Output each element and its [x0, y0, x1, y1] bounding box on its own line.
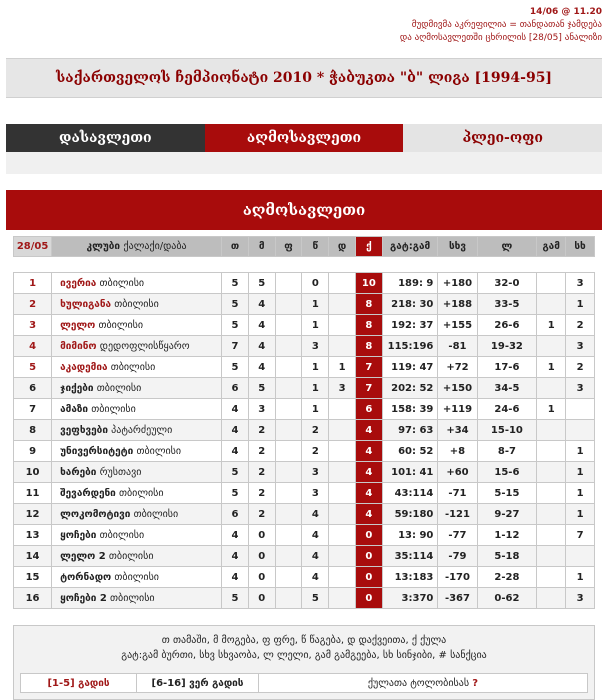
club-cell [52, 273, 222, 294]
played-cell: 4 [222, 441, 249, 462]
header-goals: გატ:გამ [382, 237, 438, 257]
goal-diff-cell: +119 [438, 399, 477, 420]
position-cell: 8 [14, 420, 52, 441]
goals-cell: 59:180 [382, 504, 438, 525]
disq-cell [329, 294, 356, 315]
won-cell: 4 [248, 357, 275, 378]
won-cell: 2 [248, 441, 275, 462]
club-name[interactable]: ვეფხვები [60, 424, 108, 436]
question-icon[interactable]: ? [472, 677, 479, 689]
goals-cell: 115:196 [382, 336, 438, 357]
record-cell: 5-18 [477, 546, 537, 567]
position-cell: 15 [14, 567, 52, 588]
played-cell: 6 [222, 504, 249, 525]
position-cell: 7 [14, 399, 52, 420]
position-cell: 6 [14, 378, 52, 399]
points-cell: 6 [355, 399, 382, 420]
championship-title: საქართველოს ჩემპიონატი 2010 * ჭაბუკთა "ბ" ლიგა [1994-95] [55, 70, 553, 86]
position-cell: 10 [14, 462, 52, 483]
disq-cell: 3 [329, 378, 356, 399]
goal-diff-cell: +72 [438, 357, 477, 378]
adv-cell: 1 [537, 315, 566, 336]
club-cell [52, 441, 222, 462]
extra-cell: 1 [566, 462, 595, 483]
won-cell: 4 [248, 294, 275, 315]
draw-cell [275, 294, 302, 315]
goal-diff-cell: -77 [438, 525, 477, 546]
table-spacer-row [14, 257, 595, 273]
table-row [14, 462, 595, 483]
played-cell: 7 [222, 336, 249, 357]
club-cell [52, 588, 222, 609]
won-cell: 0 [248, 546, 275, 567]
adv-cell [537, 504, 566, 525]
draw-cell [275, 273, 302, 294]
adv-cell: 1 [537, 357, 566, 378]
goal-diff-cell: +180 [438, 273, 477, 294]
disq-cell [329, 504, 356, 525]
table-row [14, 567, 595, 588]
position-cell: 12 [14, 504, 52, 525]
disq-cell [329, 546, 356, 567]
position-cell: 9 [14, 441, 52, 462]
draw-cell [275, 420, 302, 441]
position-cell: 5 [14, 357, 52, 378]
record-cell: 2-28 [477, 567, 537, 588]
club-name[interactable]: უნივერსიტეტი [60, 445, 134, 457]
goal-diff-cell: +34 [438, 420, 477, 441]
draw-cell [275, 357, 302, 378]
legend-bar [20, 673, 588, 693]
won-cell: 0 [248, 525, 275, 546]
points-cell: 4 [355, 504, 382, 525]
table-row [14, 588, 595, 609]
won-cell: 2 [248, 483, 275, 504]
extra-cell: 7 [566, 525, 595, 546]
adv-cell [537, 336, 566, 357]
club-name[interactable]: შევარდენი [60, 487, 116, 499]
extra-cell: 3 [566, 336, 595, 357]
club-cell [52, 294, 222, 315]
won-cell: 5 [248, 378, 275, 399]
goals-cell: 189: 9 [382, 273, 438, 294]
header-city-label: ქალაქი/დაბა [123, 241, 187, 252]
draw-cell [275, 315, 302, 336]
table-row [14, 504, 595, 525]
club-cell [52, 336, 222, 357]
disq-cell [329, 420, 356, 441]
goal-diff-cell: +8 [438, 441, 477, 462]
goals-cell: 97: 63 [382, 420, 438, 441]
club-cell [52, 315, 222, 336]
extra-cell [566, 546, 595, 567]
record-cell: 8-7 [477, 441, 537, 462]
club-city: თბილისი [136, 445, 182, 457]
goals-cell: 13: 90 [382, 525, 438, 546]
adv-cell [537, 273, 566, 294]
update-info [400, 6, 602, 45]
goal-diff-cell: -81 [438, 336, 477, 357]
club-name[interactable]: ტორნადო [60, 571, 112, 583]
played-cell: 4 [222, 399, 249, 420]
goals-cell: 101: 41 [382, 462, 438, 483]
table-row [14, 378, 595, 399]
disq-cell [329, 399, 356, 420]
draw-cell [275, 399, 302, 420]
table-row [14, 315, 595, 336]
lost-cell: 5 [302, 588, 329, 609]
record-cell: 15-6 [477, 462, 537, 483]
points-cell: 8 [355, 315, 382, 336]
played-cell: 6 [222, 378, 249, 399]
won-cell: 0 [248, 567, 275, 588]
goal-diff-cell: -79 [438, 546, 477, 567]
points-cell: 8 [355, 294, 382, 315]
header-disq: დ [329, 237, 356, 257]
table-row [14, 525, 595, 546]
adv-cell [537, 546, 566, 567]
disq-cell [329, 567, 356, 588]
lost-cell: 3 [302, 336, 329, 357]
table-row [14, 441, 595, 462]
played-cell: 5 [222, 315, 249, 336]
adv-cell [537, 525, 566, 546]
lost-cell: 1 [302, 315, 329, 336]
lost-cell: 1 [302, 294, 329, 315]
legend-tiebreak[interactable] [259, 674, 587, 692]
table-row [14, 483, 595, 504]
header-date: 28/05 [14, 237, 52, 257]
club-name[interactable]: ამაზი [60, 403, 89, 415]
club-cell [52, 546, 222, 567]
points-cell: 0 [355, 567, 382, 588]
club-cell [52, 483, 222, 504]
lost-cell: 4 [302, 525, 329, 546]
goals-cell: 119: 47 [382, 357, 438, 378]
played-cell: 5 [222, 273, 249, 294]
club-name[interactable]: ხულიგანა [60, 298, 112, 310]
played-cell: 5 [222, 483, 249, 504]
update-timestamp: 14/06 @ 11.20 [529, 7, 602, 17]
tabs-subbar [6, 152, 602, 174]
record-cell: 24-6 [477, 399, 537, 420]
won-cell: 4 [248, 315, 275, 336]
extra-cell: 1 [566, 294, 595, 315]
extra-cell: 1 [566, 567, 595, 588]
table-row [14, 357, 595, 378]
won-cell: 2 [248, 504, 275, 525]
adv-cell [537, 462, 566, 483]
record-cell: 26-6 [477, 315, 537, 336]
adv-cell [537, 441, 566, 462]
adv-cell [537, 420, 566, 441]
club-cell [52, 420, 222, 441]
club-city: თბილისი [108, 550, 154, 562]
club-name[interactable]: ლოკომოტივი [60, 508, 131, 520]
won-cell: 3 [248, 399, 275, 420]
club-cell [52, 378, 222, 399]
record-cell: 15-10 [477, 420, 537, 441]
goals-cell: 202: 52 [382, 378, 438, 399]
record-cell: 34-5 [477, 378, 537, 399]
club-city: თბილისი [114, 571, 159, 583]
club-name[interactable]: ლელო [60, 319, 96, 331]
goals-cell: 218: 30 [382, 294, 438, 315]
goals-cell: 13:183 [382, 567, 438, 588]
club-cell [52, 399, 222, 420]
club-city: თბილისი [110, 592, 155, 604]
record-cell: 9-27 [477, 504, 537, 525]
table-row [14, 294, 595, 315]
header-adv: გამ [537, 237, 566, 257]
standings-table [13, 236, 595, 609]
table-header-row [14, 237, 595, 257]
goals-cell: 3:370 [382, 588, 438, 609]
position-cell: 1 [14, 273, 52, 294]
position-cell: 11 [14, 483, 52, 504]
header-played: თ [222, 237, 249, 257]
extra-cell: 3 [566, 378, 595, 399]
record-cell: 17-6 [477, 357, 537, 378]
table-row [14, 273, 595, 294]
legend-line-2: გატ:გამ ბურთი, სხვ სხვაობა, ლ ლელი, გამ გამგეება, სხ სინჯიბი, # სანქცია [121, 650, 487, 661]
played-cell: 4 [222, 546, 249, 567]
table-row [14, 420, 595, 441]
adv-cell: 1 [537, 399, 566, 420]
adv-cell [537, 378, 566, 399]
club-cell [52, 462, 222, 483]
legend-panel [13, 625, 595, 700]
club-cell [52, 357, 222, 378]
goal-diff-cell: +188 [438, 294, 477, 315]
header-club-label: კლუბი [86, 241, 121, 252]
club-city: თბილისი [98, 319, 144, 331]
goal-diff-cell: -121 [438, 504, 477, 525]
update-note-2: და აღმოსავლეთში ცხრილის [28/05] ანალიზი [399, 33, 602, 43]
spacer-cell [14, 257, 595, 273]
adv-cell [537, 294, 566, 315]
draw-cell [275, 588, 302, 609]
club-cell [52, 504, 222, 525]
draw-cell [275, 336, 302, 357]
lost-cell: 2 [302, 441, 329, 462]
points-cell: 7 [355, 378, 382, 399]
points-cell: 7 [355, 357, 382, 378]
club-name[interactable]: ლელო 2 [60, 550, 106, 562]
tab-playoff[interactable]: პლეი-ოფი [403, 124, 602, 152]
club-city: თბილისი [99, 277, 145, 289]
disq-cell [329, 336, 356, 357]
points-cell: 4 [355, 420, 382, 441]
header-won: მ [248, 237, 275, 257]
club-city: თბილისი [99, 529, 145, 541]
legend-eliminated: [6-16] ვერ გადის [137, 674, 259, 692]
points-cell: 0 [355, 525, 382, 546]
lost-cell: 1 [302, 378, 329, 399]
played-cell: 4 [222, 420, 249, 441]
table-row [14, 336, 595, 357]
won-cell: 2 [248, 420, 275, 441]
disq-cell [329, 525, 356, 546]
won-cell: 4 [248, 336, 275, 357]
header-points: ქ [355, 237, 382, 257]
won-cell: 2 [248, 462, 275, 483]
position-cell: 3 [14, 315, 52, 336]
disq-cell [329, 462, 356, 483]
club-name[interactable]: ხარები [60, 466, 97, 478]
extra-cell [566, 399, 595, 420]
goals-cell: 158: 39 [382, 399, 438, 420]
update-note-1: მუდმივმა აკრეფილია = თანდათან ჯამდება [411, 20, 602, 30]
club-cell [52, 525, 222, 546]
header-extra: სხ [566, 237, 595, 257]
points-cell: 4 [355, 462, 382, 483]
disq-cell [329, 315, 356, 336]
goal-diff-cell: +150 [438, 378, 477, 399]
championship-title-bar [6, 58, 602, 98]
position-cell: 13 [14, 525, 52, 546]
played-cell: 4 [222, 525, 249, 546]
record-cell: 1-12 [477, 525, 537, 546]
club-city: დედოფლისწყარო [99, 340, 190, 352]
extra-cell [566, 420, 595, 441]
table-row [14, 546, 595, 567]
club-city: პატარძეული [111, 424, 173, 436]
extra-cell: 3 [566, 588, 595, 609]
draw-cell [275, 504, 302, 525]
won-cell: 5 [248, 273, 275, 294]
disq-cell [329, 483, 356, 504]
points-cell: 8 [355, 336, 382, 357]
club-city: თბილისი [96, 382, 142, 394]
lost-cell: 3 [302, 483, 329, 504]
extra-cell: 1 [566, 483, 595, 504]
draw-cell [275, 441, 302, 462]
lost-cell: 4 [302, 546, 329, 567]
played-cell: 5 [222, 588, 249, 609]
won-cell: 0 [248, 588, 275, 609]
lost-cell: 4 [302, 567, 329, 588]
club-city: თბილისი [91, 403, 136, 415]
lost-cell: 3 [302, 462, 329, 483]
goals-cell: 192: 37 [382, 315, 438, 336]
played-cell: 5 [222, 357, 249, 378]
position-cell: 4 [14, 336, 52, 357]
adv-cell [537, 567, 566, 588]
club-name[interactable]: ყოჩები [60, 529, 97, 541]
goal-diff-cell: +155 [438, 315, 477, 336]
draw-cell [275, 378, 302, 399]
goal-diff-cell: -71 [438, 483, 477, 504]
header-club [52, 237, 222, 257]
table-row [14, 399, 595, 420]
tab-west[interactable]: დასავლეთი [6, 124, 205, 152]
goal-diff-cell: +60 [438, 462, 477, 483]
position-cell: 14 [14, 546, 52, 567]
record-cell: 32-0 [477, 273, 537, 294]
adv-cell [537, 588, 566, 609]
tab-east[interactable]: აღმოსავლეთი [205, 124, 404, 152]
disq-cell [329, 441, 356, 462]
points-cell: 0 [355, 588, 382, 609]
played-cell: 4 [222, 567, 249, 588]
club-city: თბილისი [110, 361, 156, 373]
club-name[interactable]: მიმინო [60, 340, 97, 352]
extra-cell: 1 [566, 441, 595, 462]
extra-cell: 1 [566, 504, 595, 525]
disq-cell [329, 273, 356, 294]
club-cell [52, 567, 222, 588]
goal-diff-cell: -367 [438, 588, 477, 609]
position-cell: 2 [14, 294, 52, 315]
points-cell: 0 [355, 546, 382, 567]
header-record: ლ [477, 237, 537, 257]
points-cell: 4 [355, 441, 382, 462]
section-banner [6, 190, 602, 230]
record-cell: 33-5 [477, 294, 537, 315]
draw-cell [275, 462, 302, 483]
goal-diff-cell: -170 [438, 567, 477, 588]
extra-cell: 2 [566, 315, 595, 336]
draw-cell [275, 525, 302, 546]
extra-cell: 2 [566, 357, 595, 378]
played-cell: 5 [222, 462, 249, 483]
lost-cell: 0 [302, 273, 329, 294]
lost-cell: 1 [302, 357, 329, 378]
header-lost: წ [302, 237, 329, 257]
extra-cell: 3 [566, 273, 595, 294]
record-cell: 0-62 [477, 588, 537, 609]
legend-tiebreak-text: ქულათა ტოლობისას [367, 677, 470, 689]
header-draw: ფ [275, 237, 302, 257]
goals-cell: 35:114 [382, 546, 438, 567]
club-name[interactable]: ყოჩები 2 [60, 592, 107, 604]
record-cell: 19-32 [477, 336, 537, 357]
draw-cell [275, 567, 302, 588]
standings-table-wrap [13, 236, 595, 609]
club-name[interactable]: აკადემია [60, 361, 108, 373]
club-city: თბილისი [119, 487, 164, 499]
record-cell: 5-15 [477, 483, 537, 504]
position-cell: 16 [14, 588, 52, 609]
section-title: აღმოსავლეთი [242, 201, 366, 219]
club-name[interactable]: ჯიქები [60, 382, 94, 394]
lost-cell: 2 [302, 420, 329, 441]
club-city: თბილისი [133, 508, 179, 520]
disq-cell: 1 [329, 357, 356, 378]
lost-cell: 4 [302, 504, 329, 525]
goals-cell: 60: 52 [382, 441, 438, 462]
played-cell: 5 [222, 294, 249, 315]
club-name[interactable]: ივერია [60, 277, 97, 289]
draw-cell [275, 546, 302, 567]
region-tabs [6, 124, 602, 152]
club-city: თბილისი [114, 298, 159, 310]
disq-cell [329, 588, 356, 609]
adv-cell [537, 483, 566, 504]
points-cell: 4 [355, 483, 382, 504]
points-cell: 10 [355, 273, 382, 294]
legend-advance: [1-5] გადის [21, 674, 137, 692]
club-city: რუსთავი [99, 466, 142, 478]
lost-cell: 1 [302, 399, 329, 420]
goals-cell: 43:114 [382, 483, 438, 504]
header-goal-diff: სხვ [438, 237, 477, 257]
draw-cell [275, 483, 302, 504]
legend-line-1: თ თამაში, მ მოგება, ფ ფრე, წ წაგება, დ დაქვეითა, ქ ქულა [161, 635, 447, 646]
